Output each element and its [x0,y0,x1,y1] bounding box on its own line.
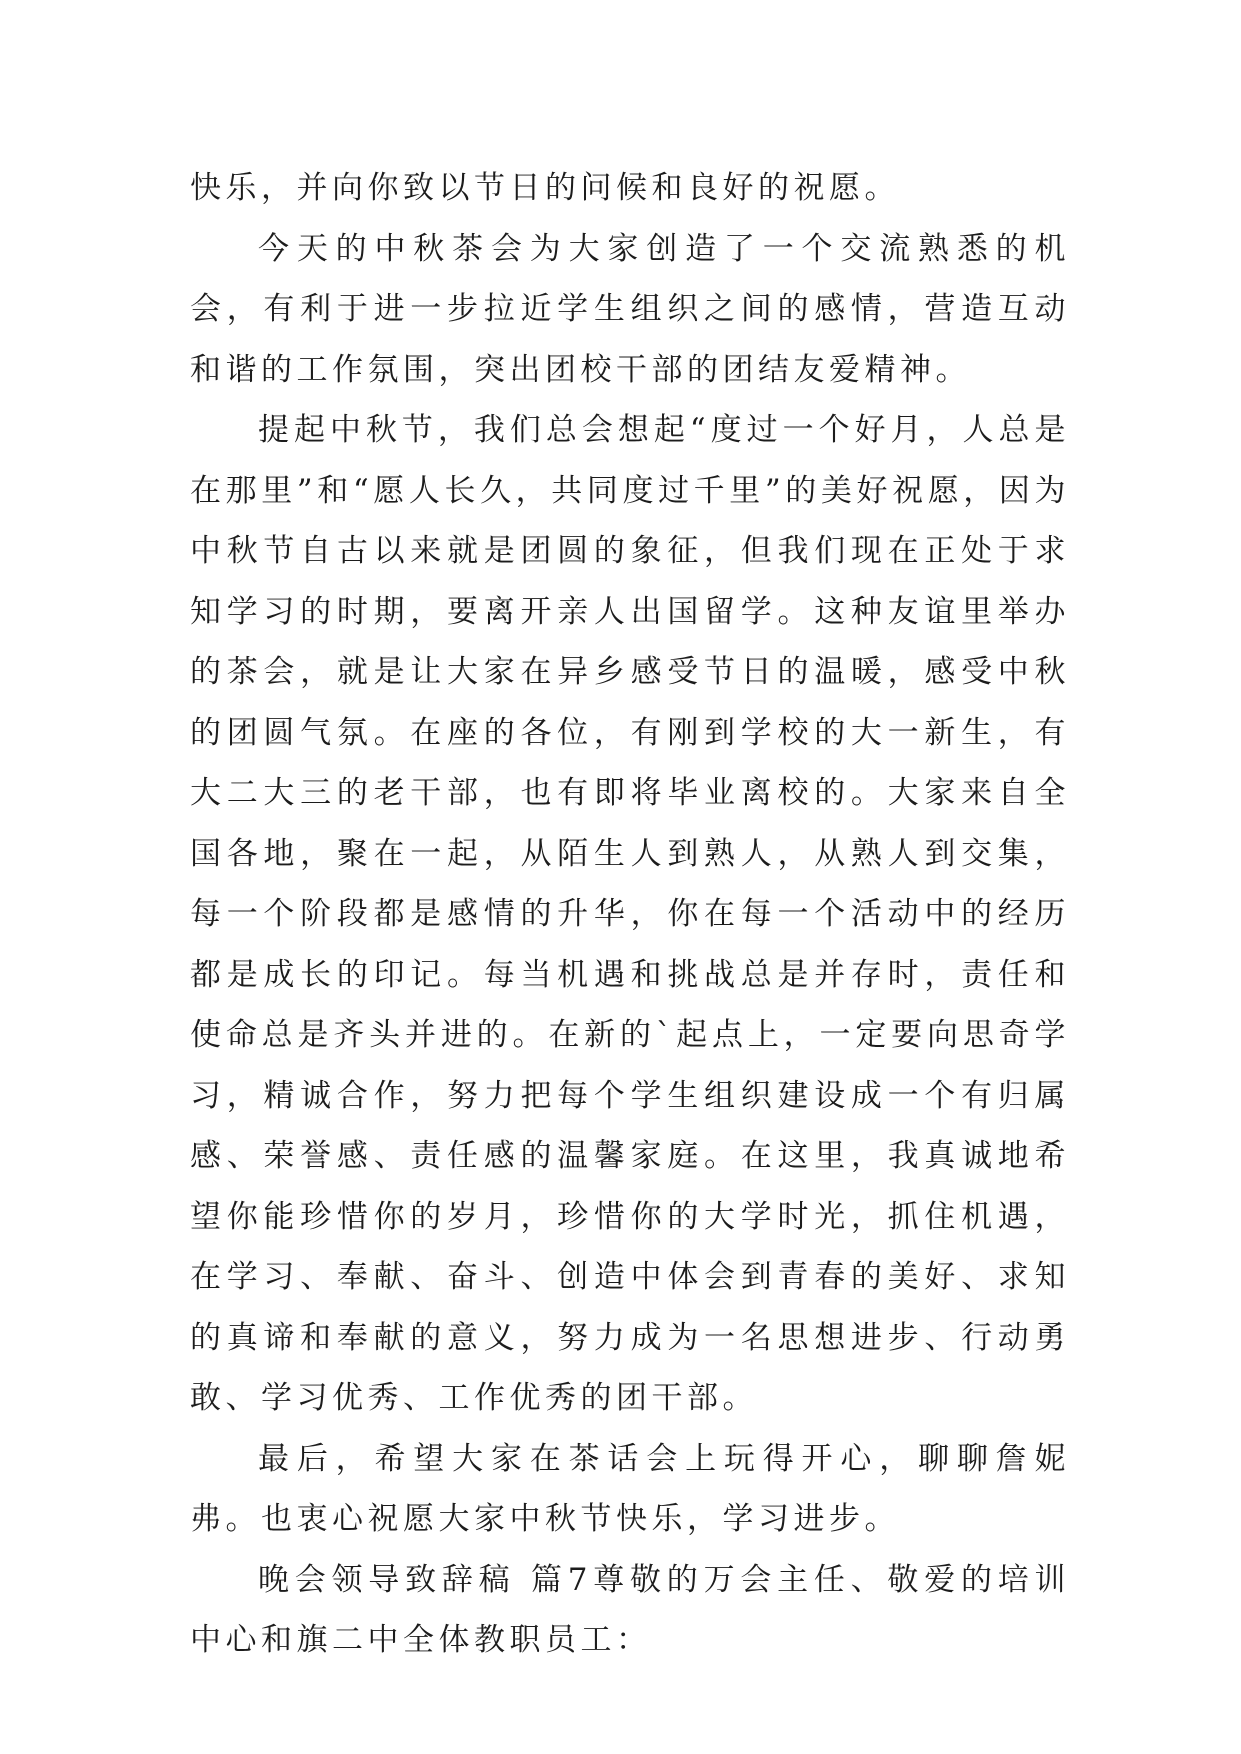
paragraph-greeting-end: 快乐，并向你致以节日的问候和良好的祝愿。 [190,170,900,206]
paragraph-tea-party: 今天的中秋茶会为大家创造了一个交流熟悉的机会，有利于进一步拉近学生组织之间的感情，营造互动和谐的工作氛围，突出团校干部的团结友爱精神。 [190,230,1070,388]
paragraph-next-speech-heading: 晚会领导致辞稿 篇7尊敬的万会主任、敬爱的培训中心和旗二中全体教职员工： [190,1561,1070,1658]
paragraph-mid-autumn: 提起中秋节，我们总会想起“度过一个好月，人总是在那里”和“愿人长久，共同度过千里”的美好祝愿，因为中秋节自古以来就是团圆的象征，但我们现在正处于求知学习的时期，要离开亲人出国留学。这种友谊里举办的茶会，就是让大家在异乡感受节日的温暖，感受中秋的团圆气氛。在座的各位，有刚到学校的大一新生，有大二大三的老干部，也有即将毕业离校的。大家来自全国各地，聚在一起，从陌生人到熟人，从熟人到交集，每一个阶段都是感情的升华，你在每一个活动中的经历都是成长的印记。每当机遇和挑战总是并存时，责任和使命总是齐头并进的。在新的`起点上，一定要向思奇学习，精诚合作，努力把每个学生组织建设成一个有归属感、荣誉感、责任感的温馨家庭。在这里，我真诚地希望你能珍惜你的岁月，珍惜你的大学时光，抓住机遇，在学习、奉献、奋斗、创造中体会到青春的美好、求知的真谛和奉献的意义，努力成为一名思想进步、行动勇敢、学习优秀、工作优秀的团干部。 [190,412,1070,1416]
paragraph-closing-wishes: 最后，希望大家在茶话会上玩得开心，聊聊詹妮弗。也衷心祝愿大家中秋节快乐，学习进步。 [190,1440,1070,1537]
document-body [190,158,1070,1671]
